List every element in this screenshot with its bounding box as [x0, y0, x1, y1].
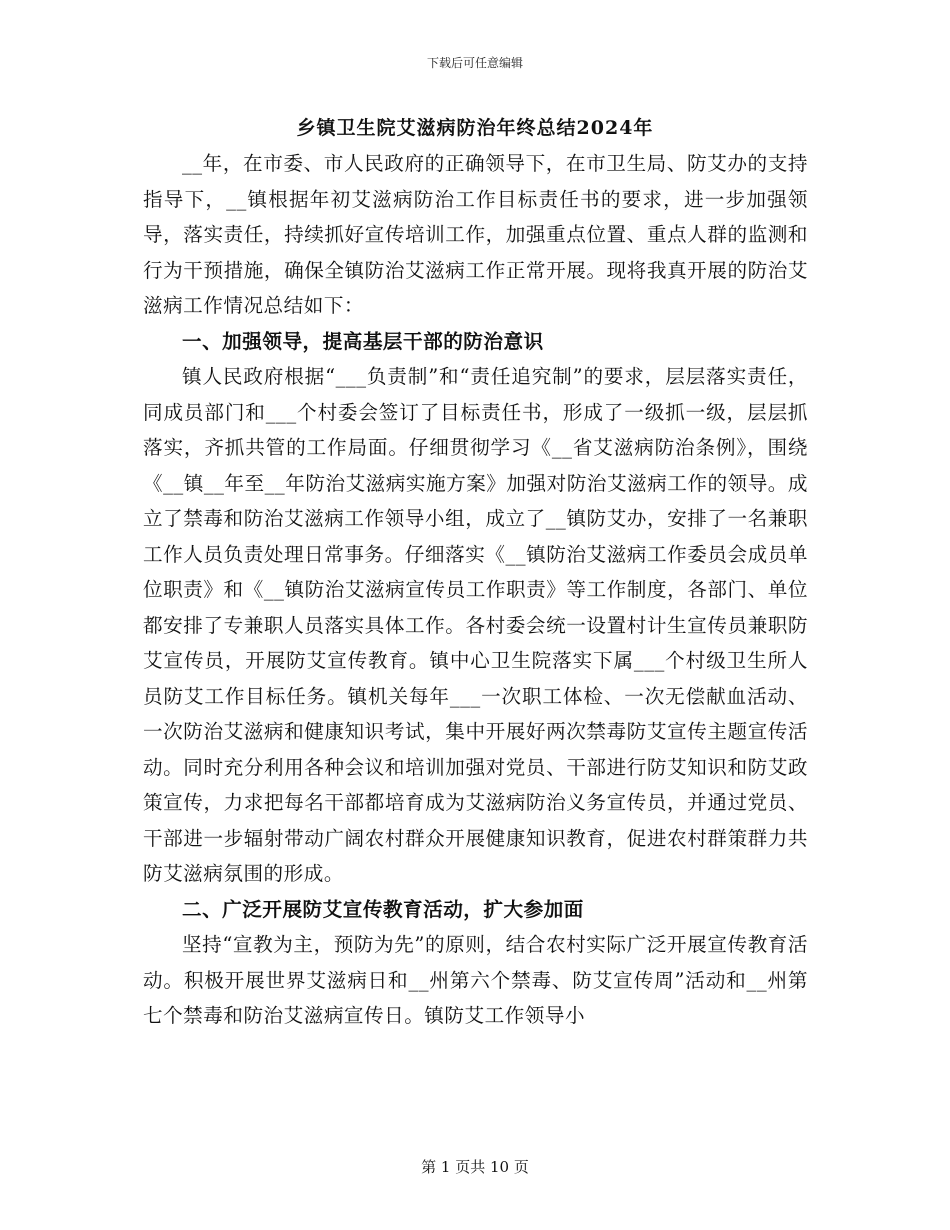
- paragraph-section-1: 镇人民政府根据“___负责制”和“责任追究制”的要求，层层落实责任，同成员部门和___个村委会签订了目标责任书，形成了一级抓一级，层层抓落实，齐抓共管的工作局面。仔细贯彻学习《__省艾滋病防治条例》，围绕《__镇__年至__年防治艾滋病实施方案》加强对防治艾滋病工作的领导。成立了禁毒和防治艾滋病工作领导小组，成立了__镇防艾办，安排了一名兼职工作人员负责处理日常事务。仔细落实《__镇防治艾滋病工作委员会成员单位职责》和《__镇防治艾滋病宣传员工作职责》等工作制度，各部门、单位都安排了专兼职人员落实具体工作。各村委会统一设置村计生宣传员兼职防艾宣传员，开展防艾宣传教育。镇中心卫生院落实下属___个村级卫生所人员防艾工作目标任务。镇机关每年___一次职工体检、一次无偿献血活动、一次防治艾滋病和健康知识考试，集中开展好两次禁毒防艾宣传主题宣传活动。同时充分利用各种会议和培训加强对党员、干部进行防艾知识和防艾政策宣传，力求把每名干部都培育成为艾滋病防治义务宣传员，并通过党员、干部进一步辐射带动广阔农村群众开展健康知识教育，促进农村群策群力共防艾滋病氛围的形成。: [143, 365, 808, 885]
- section-heading-1: 一、加强领导，提高基层干部的防治意识: [182, 329, 544, 353]
- paragraph-section-2: 坚持“宣教为主，预防为先”的原则，结合农村实际广泛开展宣传教育活动。积极开展世界艾滋病日和__州第六个禁毒、防艾宣传周”活动和__州第七个禁毒和防治艾滋病宣传日。镇防艾工作领导小: [143, 933, 808, 1027]
- document-title: 乡镇卫生院艾滋病防治年终总结2024年: [296, 117, 654, 139]
- page-footer: 第 1 页共 10 页: [421, 1158, 529, 1176]
- header-note: 下载后可任意编辑: [426, 56, 523, 70]
- document-body: [143, 146, 808, 1034]
- paragraph-intro: __年，在市委、市人民政府的正确领导下，在市卫生局、防艾办的支持指导下，__镇根据年初艾滋病防治工作目标责任书的要求，进一步加强领导，落实责任，持续抓好宣传培训工作，加强重点位置、重点人群的监测和行为干预措施，确保全镇防治艾滋病工作正常开展。现将我真开展的防治艾滋病工作情况总结如下：: [143, 152, 808, 317]
- section-heading-2: 二、广泛开展防艾宣传教育活动，扩大参加面: [182, 897, 584, 921]
